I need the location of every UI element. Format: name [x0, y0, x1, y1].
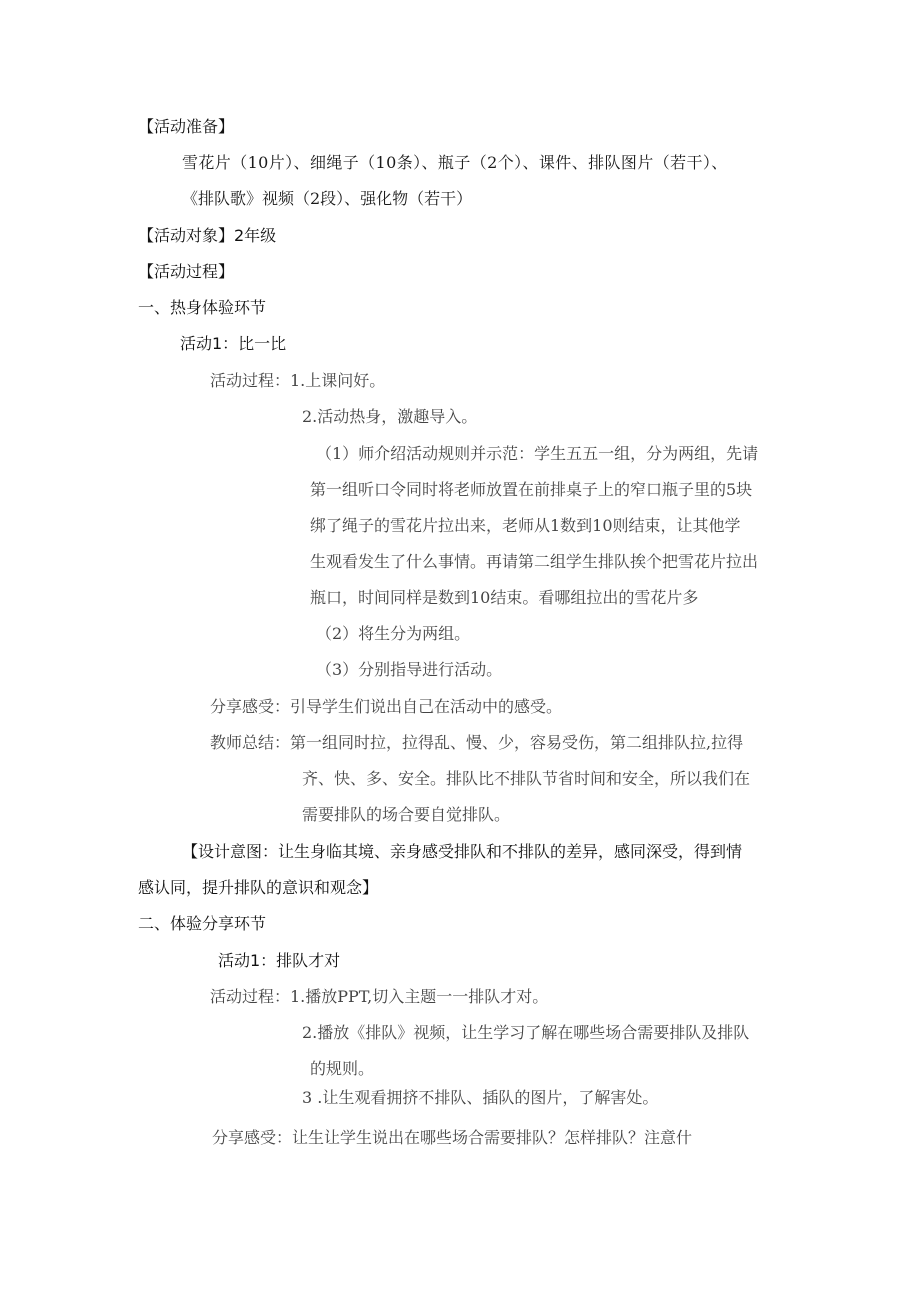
summary-line: 教师总结：第一组同时拉，拉得乱、慢、少，容易受伤，第二组排队拉,拉得 [210, 733, 744, 752]
sub-step-3: （3）分别指导进行活动。 [316, 660, 503, 679]
rule-line: 瓶口，时间同样是数到10结束。看哪组拉出的雪花片多 [310, 588, 699, 607]
process-label: 【活动过程】 [138, 262, 235, 281]
section-1-title: 一、热身体验环节 [138, 298, 267, 317]
section-2-activity: 活动1：排队才对 [218, 951, 341, 970]
section-2-title: 二、体验分享环节 [138, 914, 267, 933]
prep-line-2: 《排队歌》视频（2段）、强化物（若干） [182, 189, 473, 208]
design-intent-line: 【设计意图：让生身临其境、亲身感受排队和不排队的差异，感同深受，得到情 [182, 842, 743, 861]
section-1-activity: 活动1：比一比 [180, 334, 287, 353]
rule-line: 绑了绳子的雪花片拉出来，老师从1数到10则结束，让其他学 [310, 516, 741, 535]
rule-line: 第一组听口令同时将老师放置在前排桌子上的窄口瓶子里的5块 [310, 480, 753, 499]
section-2-share: 分享感受：让生让学生说出在哪些场合需要排队？怎样排队？注意什 [212, 1128, 693, 1147]
section-2-step-2-line: 2.播放《排队》视频，让生学习了解在哪些场合需要排队及排队 [302, 1023, 750, 1042]
section-1-process-line: 活动过程：1.上课问好。 [210, 371, 386, 390]
section-2-step-3: 3 .让生观看拥挤不排队、插队的图片，了解害处。 [302, 1088, 659, 1107]
section-2-process-line: 活动过程：1.播放PPT,切入主题一一排队才对。 [210, 987, 549, 1006]
design-intent-line: 感认同，提升排队的意识和观念】 [138, 878, 379, 897]
rule-line: （1）师介绍活动规则并示范：学生五五一组，分为两组，先请 [316, 444, 759, 463]
prep-line-1: 雪花片（10片）、细绳子（10条）、瓶子（2个）、课件、排队图片（若干）、 [182, 153, 728, 172]
section-2-step-2-line: 的规则。 [310, 1059, 375, 1078]
summary-line: 需要排队的场合要自觉排队。 [302, 805, 511, 824]
section-1-share: 分享感受：引导学生们说出自己在活动中的感受。 [210, 697, 563, 716]
rule-line: 生观看发生了什么事情。再请第二组学生排队挨个把雪花片拉出 [310, 552, 759, 571]
prep-label: 【活动准备】 [138, 117, 235, 136]
summary-line: 齐、快、多、安全。排队比不排队节省时间和安全，所以我们在 [302, 769, 751, 788]
section-1-step-2: 2.活动热身，激趣导入。 [302, 407, 478, 426]
sub-step-2: （2）将生分为两组。 [316, 624, 471, 643]
target-line: 【活动对象】2年级 [138, 226, 277, 245]
